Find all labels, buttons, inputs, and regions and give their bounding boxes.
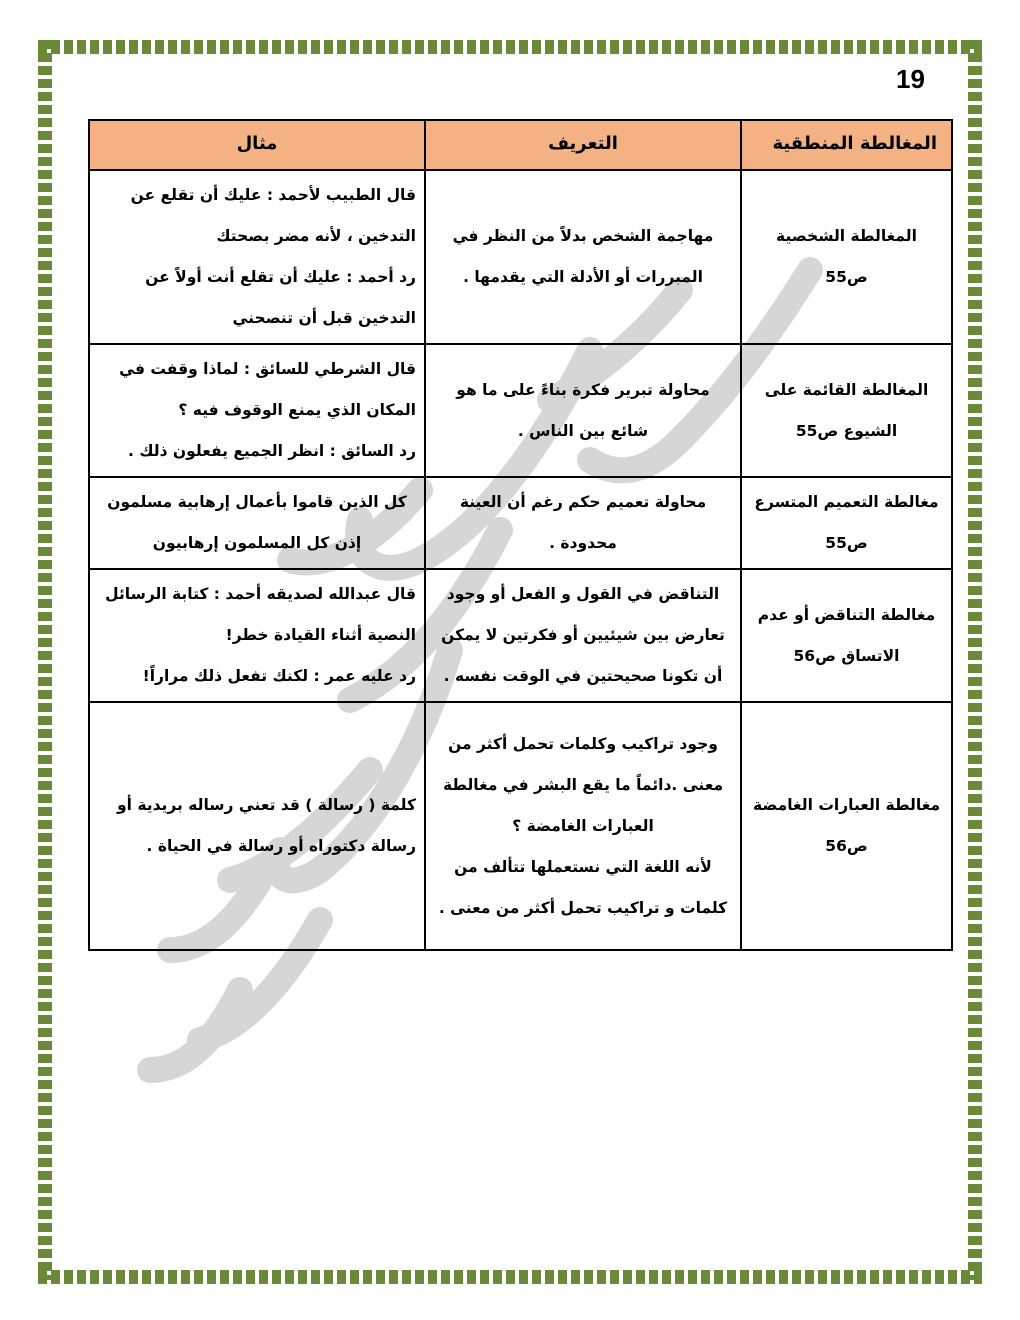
page-border-top [38, 40, 982, 54]
definition-line: لأنه اللغة التي نستعملها تتألف من [454, 857, 712, 876]
example-line: النصية أثناء القيادة خطر! [225, 626, 416, 644]
example-cell [89, 569, 425, 702]
definition-line: محدودة . [549, 534, 617, 552]
example-line: كلمة ( رسالة ) قد تعني رساله بريدية أو [117, 796, 416, 814]
fallacy-cell [741, 344, 952, 477]
fallacy-cell [741, 702, 952, 950]
definition-line: التناقض في القول و الفعل أو وجود [446, 585, 720, 603]
fallacy-line: الشيوع ص55 [795, 421, 898, 440]
definition-line: تعارض بين شيئيين أو فكرتين لا يمكن [441, 626, 725, 644]
fallacy-cell [741, 170, 952, 344]
example-line: رسالة دكتوراه أو رسالة في الحياة . [146, 837, 416, 855]
definition-line: كلمات و تراكيب تحمل أكثر من معنى . [438, 898, 728, 917]
table-row [89, 702, 952, 950]
table-row [89, 569, 952, 702]
definition-cell [425, 170, 741, 344]
example-line: إذن كل المسلمون إرهابيون [152, 534, 362, 552]
page-number: 19 [896, 64, 925, 94]
header-example: مثال [89, 120, 425, 170]
example-line: رد عليه عمر : لكنك تفعل ذلك مراراً! [142, 667, 416, 685]
definition-line: مهاجمة الشخص بدلاً من النظر في [452, 227, 714, 245]
example-cell [89, 170, 425, 344]
definition-line: المبررات أو الأدلة التي يقدمها . [463, 268, 703, 286]
example-cell [89, 344, 425, 477]
definition-line: محاولة تبرير فكرة بناءً على ما هو [456, 380, 710, 399]
fallacy-line: مغالطة العبارات الغامضة [752, 796, 941, 814]
example-line: رد أحمد : عليك أن تقلع أنت أولاً عن [145, 268, 416, 286]
fallacy-cell [741, 477, 952, 569]
fallacy-line: ص55 [825, 534, 868, 552]
example-cell [89, 477, 425, 569]
definition-line: شائع بين الناس . [517, 421, 649, 440]
table-row [89, 344, 952, 477]
fallacy-line: المغالطة القائمة على [764, 380, 929, 399]
example-line: التدخين ، لأنه مضر بصحتك [216, 227, 416, 245]
fallacy-line: الاتساق ص56 [793, 646, 900, 665]
definition-cell [425, 702, 741, 950]
example-line: قال الشرطي للسائق : لماذا وقفت في [119, 360, 416, 378]
table-row [89, 477, 952, 569]
fallacy-line: مغالطة التناقض أو عدم [757, 605, 936, 624]
example-line: المكان الذي يمنع الوقوف فيه ؟ [178, 401, 416, 419]
table-row [89, 170, 952, 344]
table-header-row [89, 120, 952, 170]
example-line: كل الذين قاموا بأعمال إرهابية مسلمون [107, 493, 407, 511]
page-border-right [968, 40, 982, 1280]
fallacy-cell [741, 569, 952, 702]
example-cell [89, 702, 425, 950]
definition-line: أن تكونا صحيحتين في الوقت نفسه . [443, 667, 723, 685]
definition-cell [425, 569, 741, 702]
header-fallacy: المغالطة المنطقية [741, 120, 952, 170]
page-border-bottom [38, 1270, 982, 1284]
fallacy-line: المغالطة الشخصية [776, 227, 917, 245]
fallacy-line: مغالطة التعميم المتسرع [754, 493, 939, 511]
definition-cell [425, 344, 741, 477]
definition-line: العبارات الغامضة ؟ [512, 816, 654, 835]
example-line: قال عبدالله لصديقه أحمد : كتابة الرسائل [105, 585, 416, 603]
example-line: رد السائق : انظر الجميع يفعلون ذلك . [128, 442, 416, 460]
header-definition: التعريف [425, 120, 741, 170]
fallacy-line: ص56 [825, 837, 868, 855]
page-border-left [38, 40, 52, 1280]
definition-line: وجود تراكيب وكلمات تحمل أكثر من [448, 734, 718, 753]
definition-line: معنى .دائماً ما يقع البشر في مغالطة [442, 775, 724, 794]
fallacy-line: ص55 [825, 268, 868, 286]
definition-line: محاولة تعميم حكم رغم أن العينة [459, 493, 707, 511]
example-line: قال الطبيب لأحمد : عليك أن تقلع عن [130, 186, 416, 204]
definition-cell [425, 477, 741, 569]
example-line: التدخين قبل أن تنصحني [232, 309, 416, 327]
fallacies-table [88, 119, 953, 951]
